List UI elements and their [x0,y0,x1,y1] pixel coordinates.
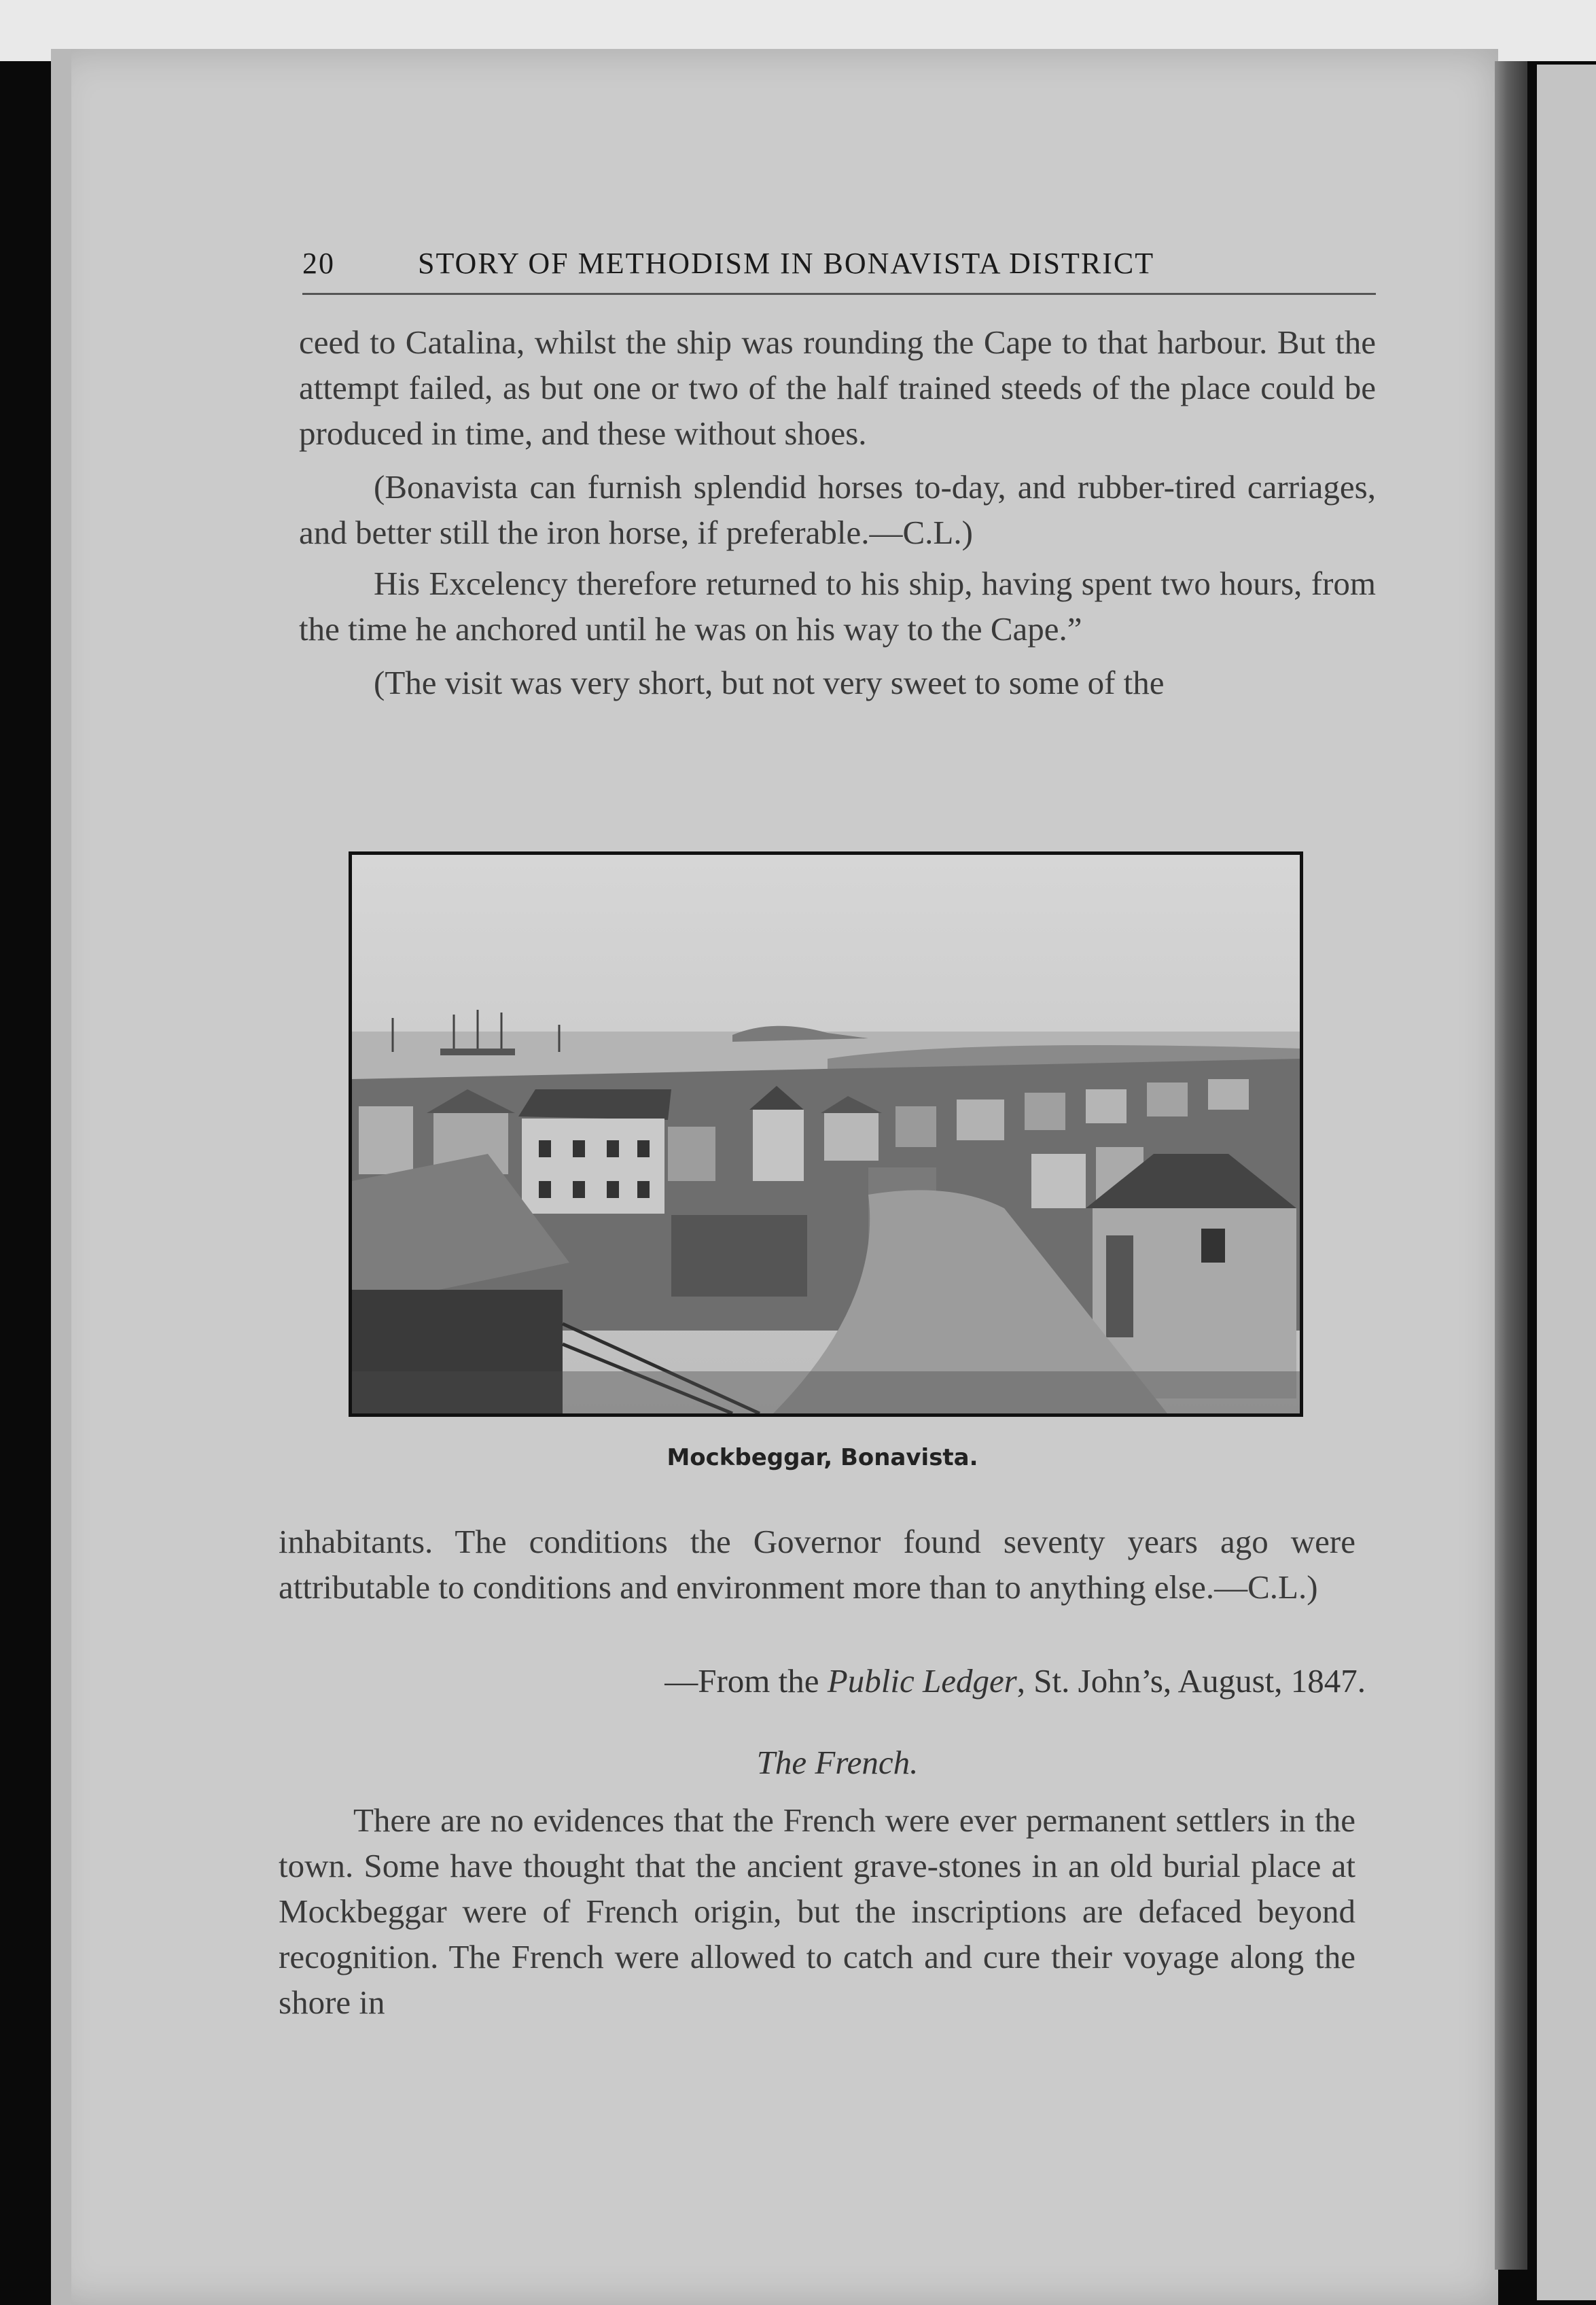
paragraph-inhabitants: inhabitants. The conditions the Governor found seventy years ago were attributable to conditions and environment more than to anything else.—C.L.) [279,1523,1355,1606]
text-block-top [299,319,1376,705]
page-left-edge [51,49,71,2305]
photograph-mockbeggar [349,851,1303,1417]
text-block-french [279,1797,1355,2025]
paragraph-excellency-returned: His Excelency therefore returned to his ship, having spent two hours, from the time he anchored until he was on his way to the Cape.” [299,565,1376,648]
figure-caption: Mockbeggar, Bonavista. [667,1444,978,1471]
adjacent-page-edge [1537,65,1596,2300]
paragraph-bonavista-horses: (Bonavista can furnish splendid horses to-day, and rubber-tired carriages, and better still the iron horse, if preferable.—C.L.) [299,468,1376,551]
paragraph-continued: ceed to Catalina, whilst the ship was rounding the Cape to that harbour. But the attempt failed, as but one or two of the half trained steeds of the place could be produced in time, and these without shoes. [299,323,1376,452]
running-title: STORY OF METHODISM IN BONAVISTA DISTRICT [418,247,1155,280]
attribution-prefix: —From the [664,1662,828,1700]
running-header [302,246,1376,295]
photograph-drawing [352,855,1300,1413]
section-heading-french: The French. [756,1744,919,1781]
page-number: 20 [302,247,335,280]
text-block-after-figure [279,1519,1355,1610]
source-attribution [476,1661,1366,1700]
attribution-source: Public Ledger [827,1662,1017,1700]
attribution-suffix: , St. John’s, August, 1847. [1016,1662,1366,1700]
paragraph-french-settlers: There are no evidences that the French were ever permanent settlers in the town. Some have thought that the ancient grave-stones in an old burial place at Mockbeggar were of French origin, but the inscriptions are defaced beyond recognition. The French were allowed to catch and cure their voyage along the shore in [279,1801,1355,2021]
book-spine [1495,61,1527,2270]
paragraph-visit-short: (The visit was very short, but not very sweet to some of the [374,664,1165,701]
